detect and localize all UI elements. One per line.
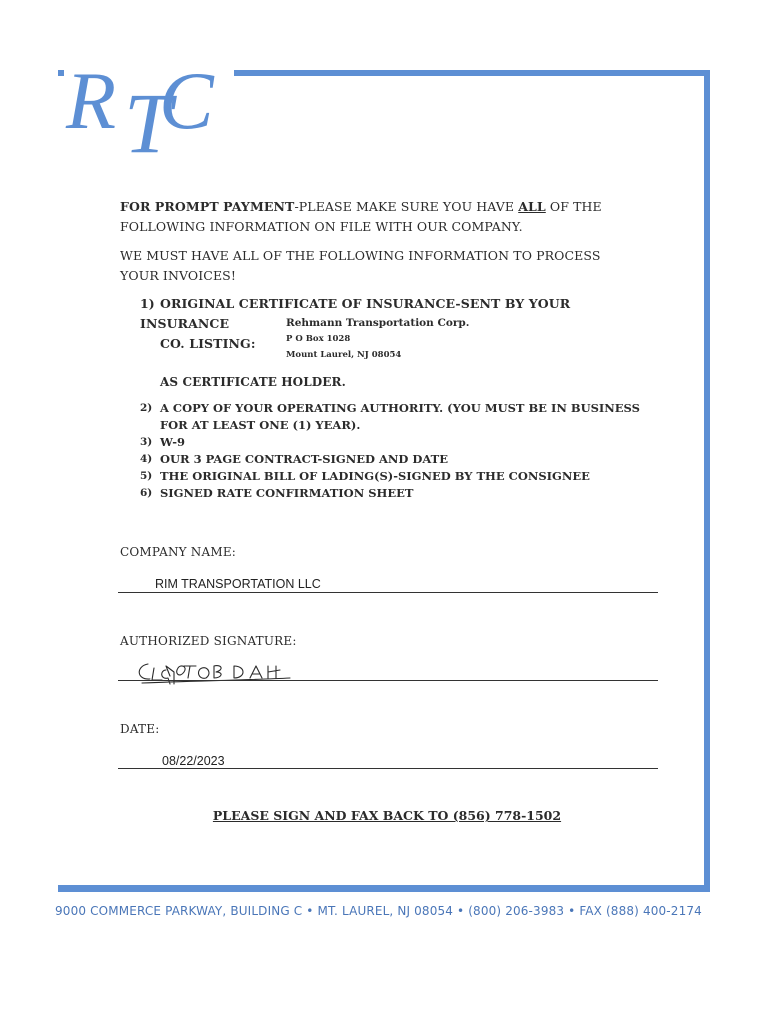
intro-paragraph-1 (120, 197, 640, 237)
logo-c: C (159, 55, 214, 146)
certificate-holder-note: AS CERTIFICATE HOLDER. (160, 375, 346, 389)
item-text-cont: CO. LISTING: (160, 336, 256, 351)
certificate-holder-address (286, 315, 469, 363)
item-number: 4) (140, 453, 153, 465)
list-item (140, 400, 670, 434)
list-item (140, 485, 670, 502)
item-number: 3) (140, 436, 153, 448)
item-text: SIGNED RATE CONFIRMATION SHEET (160, 486, 414, 500)
intro-text-after: OF THE FOLLOWING INFORMATION ON FILE WITH OUR COMPANY. (120, 199, 602, 234)
item-text: A COPY OF YOUR OPERATING AUTHORITY. (YOU MUST BE IN BUSINESS FOR AT LEAST ONE (1) YEAR). (160, 401, 640, 432)
address-line-2: Mount Laurel, NJ 08054 (286, 350, 402, 360)
item-number: 6) (140, 487, 153, 499)
item-text: ORIGINAL CERTIFICATE OF INSURANCE-SENT BY YOUR INSURANCE (140, 296, 571, 331)
intro-emphasis-all: ALL (518, 199, 546, 214)
intro-bold-lead: FOR PROMPT PAYMENT (120, 199, 295, 214)
item-number: 2) (140, 402, 153, 414)
date-field[interactable]: 08/22/2023 (162, 754, 225, 768)
list-item (140, 434, 670, 451)
intro-paragraph-2: WE MUST HAVE ALL OF THE FOLLOWING INFORMATION TO PROCESS YOUR INVOICES! (120, 248, 601, 283)
list-item (140, 451, 670, 468)
item-text: OUR 3 PAGE CONTRACT-SIGNED AND DATE (160, 452, 448, 466)
logo-r: R (66, 55, 117, 146)
company-name-label: COMPANY NAME: (120, 545, 237, 559)
address-name: Rehmann Transportation Corp. (286, 317, 470, 329)
item-text: THE ORIGINAL BILL OF LADING(S)-SIGNED BY THE CONSIGNEE (160, 469, 590, 483)
rtc-logo (64, 44, 234, 164)
list-item (140, 468, 670, 485)
footer-address: 9000 COMMERCE PARKWAY, BUILDING C • MT. LAUREL, NJ 08054 • (800) 206-3983 • FAX (888) 400-2174 (55, 904, 702, 918)
signature-underline (118, 666, 658, 681)
date-underline (118, 754, 658, 769)
item-number: 5) (140, 470, 153, 482)
requirements-list (140, 400, 670, 502)
date-label: DATE: (120, 722, 160, 736)
item-number: 1) (140, 296, 155, 311)
address-line-1: P O Box 1028 (286, 334, 351, 344)
signature-label: AUTHORIZED SIGNATURE: (120, 634, 297, 648)
company-name-underline (118, 578, 658, 593)
company-name-field[interactable]: RIM TRANSPORTATION LLC (155, 577, 321, 591)
fax-back-instruction: PLEASE SIGN AND FAX BACK TO (856) 778-1502 (212, 808, 562, 823)
intro-text-before: -PLEASE MAKE SURE YOU HAVE (294, 199, 519, 214)
item-text: W-9 (160, 435, 186, 449)
logo-t: T (124, 75, 172, 164)
rtc-logo-mark (64, 44, 234, 164)
